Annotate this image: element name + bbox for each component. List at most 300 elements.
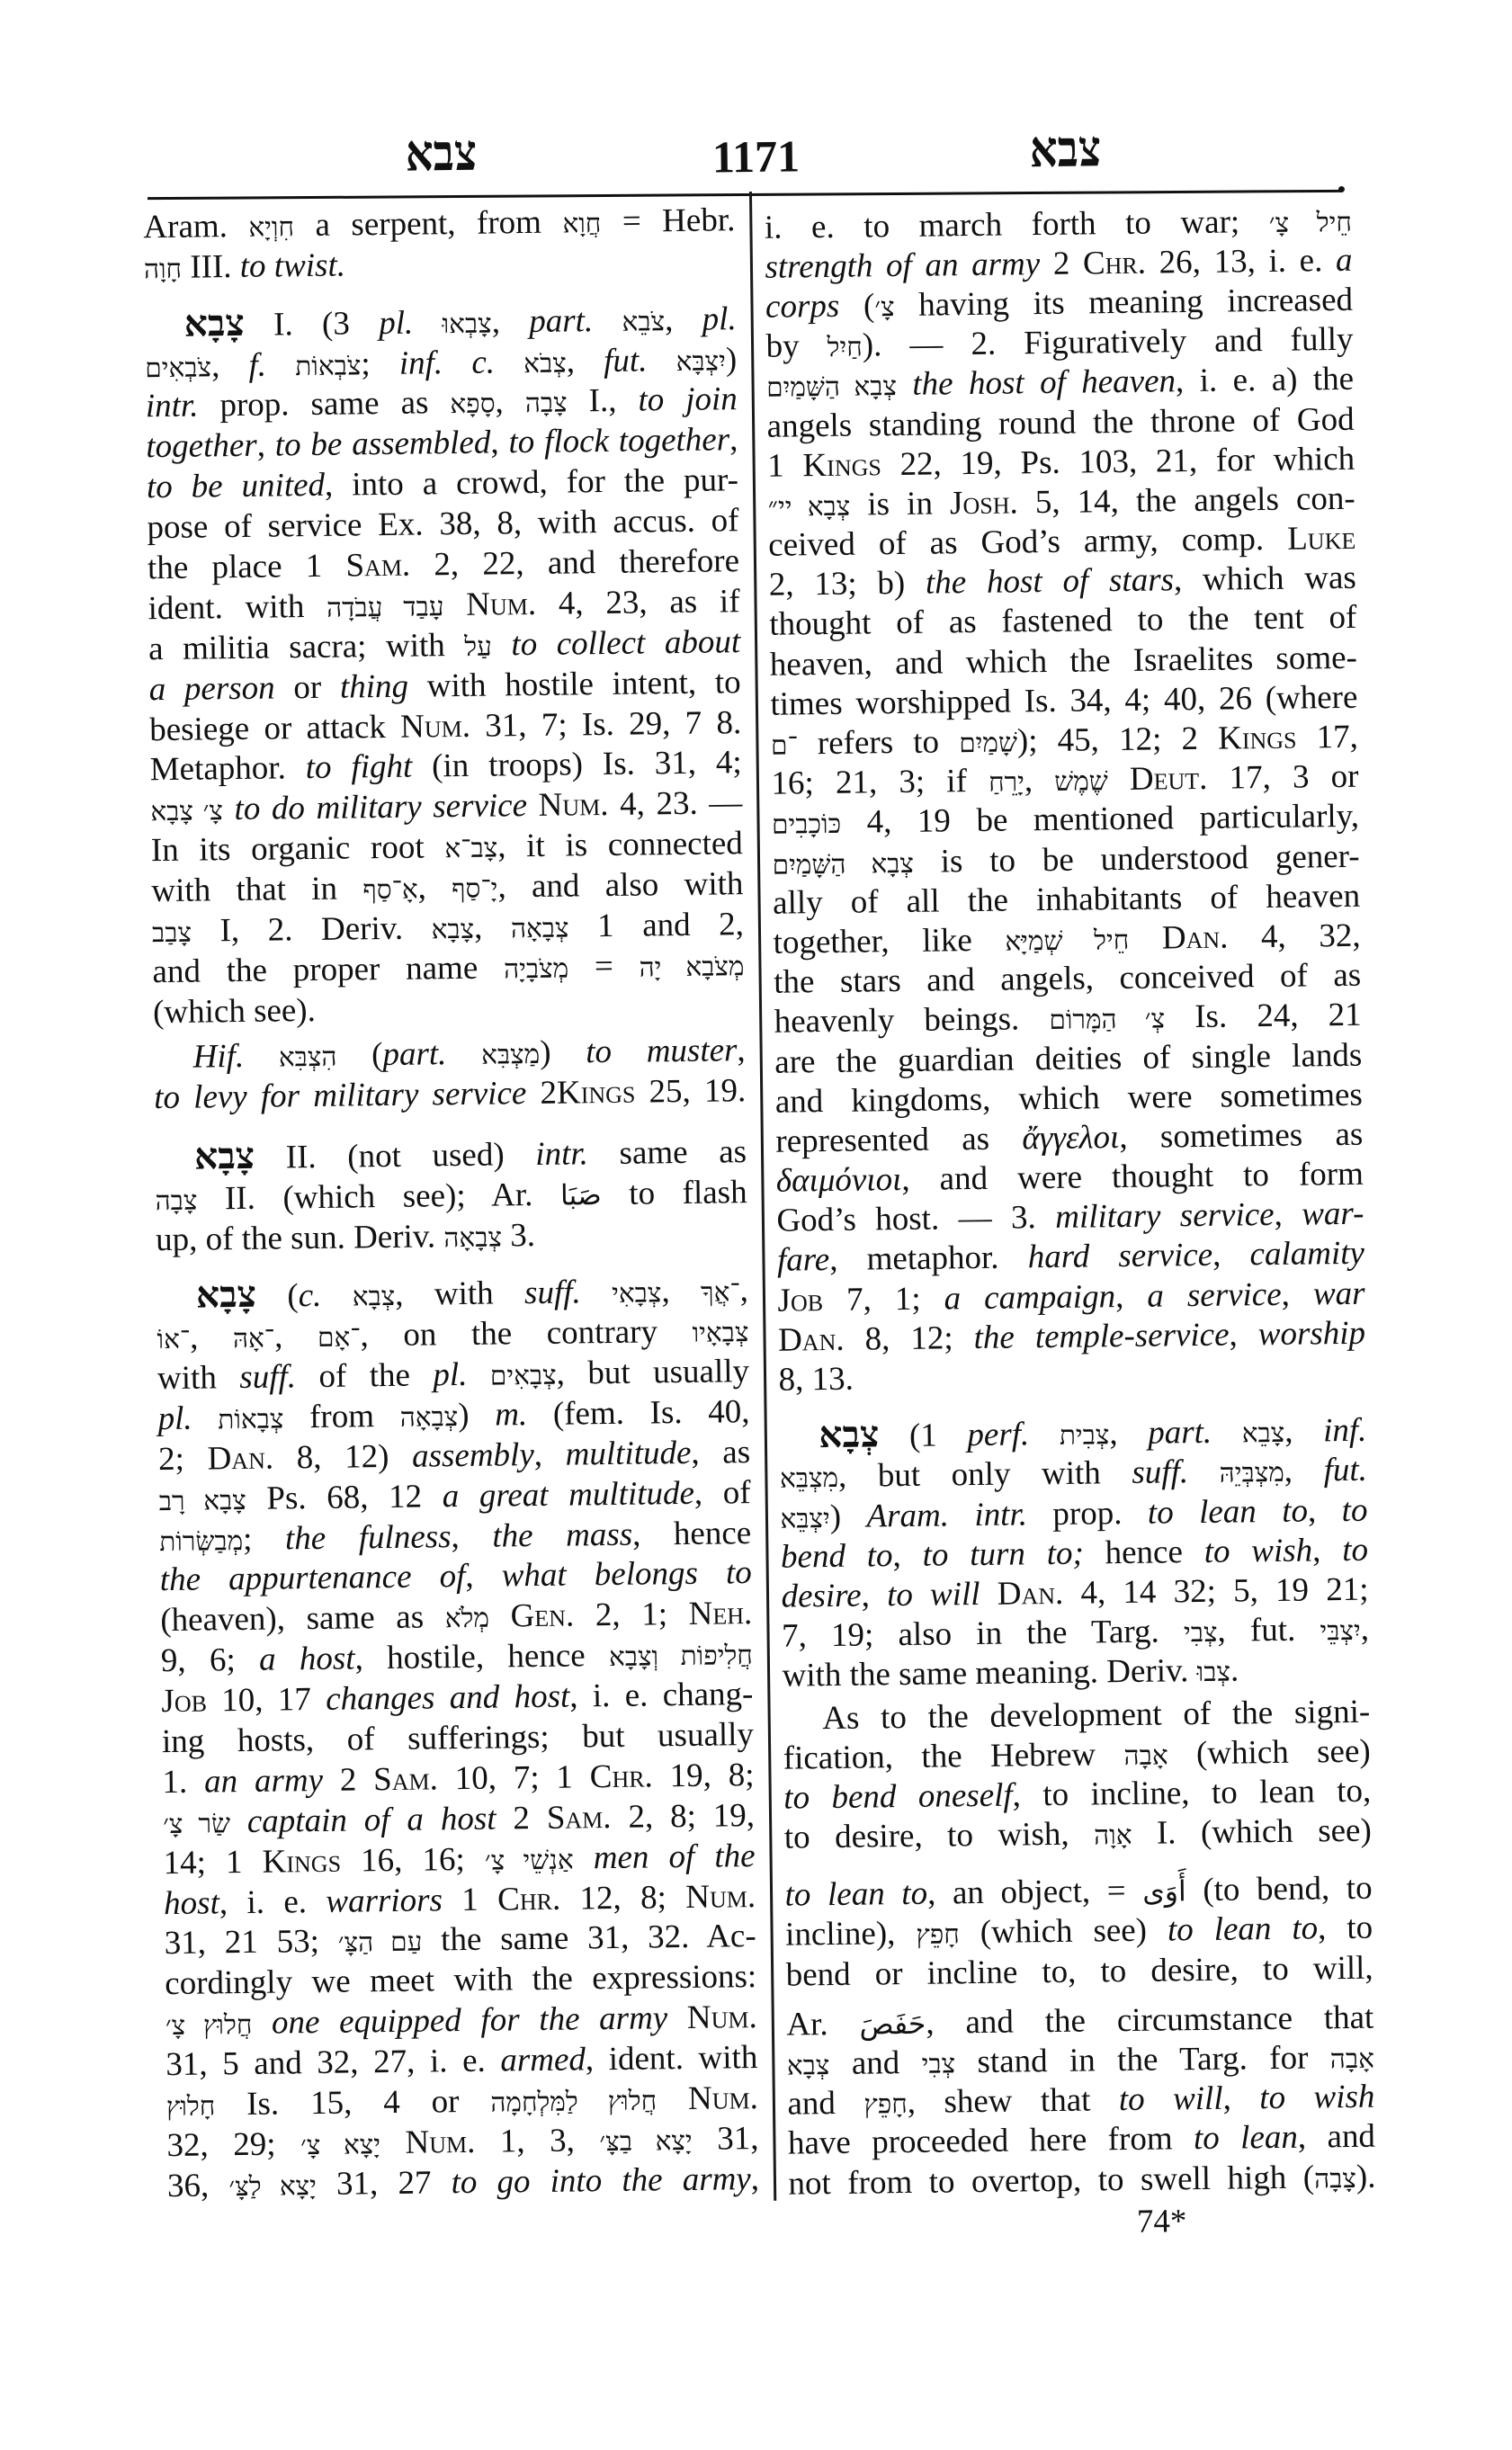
italic-text: to levy for military service xyxy=(153,1074,527,1116)
italic-text: to will xyxy=(1118,2079,1223,2119)
small-caps-reference: Neh. xyxy=(688,1595,753,1633)
text-line xyxy=(151,864,743,912)
hebrew-word: צָבֵא xyxy=(1241,1419,1285,1449)
hebrew-word: ־אָהּ xyxy=(232,1324,275,1355)
text-line xyxy=(144,241,736,289)
text-line xyxy=(163,1796,755,1844)
text-run: Is. 24, 21 xyxy=(1164,997,1362,1036)
hebrew-word: עַם הַצָּ׳ xyxy=(337,1928,423,1959)
small-caps-reference: Num. xyxy=(686,1998,758,2037)
text-run: , but only with xyxy=(837,1454,1132,1496)
text-run xyxy=(266,346,296,383)
text-run: , shew that xyxy=(907,2081,1120,2122)
text-line xyxy=(766,399,1354,446)
italic-text: the mass xyxy=(492,1516,633,1555)
text-run: , an object, = xyxy=(926,1873,1143,1913)
text-run: , xyxy=(1229,1316,1259,1354)
hebrew-word: הִצְבִּא xyxy=(278,1042,337,1073)
text-run xyxy=(495,344,524,380)
greek-word: δαιμόνιοι xyxy=(775,1161,902,1200)
text-line xyxy=(770,638,1357,684)
running-head-right: צבא xyxy=(1028,121,1101,179)
hebrew-word: חָלוּץ xyxy=(166,2092,216,2123)
hebrew-word: עַל xyxy=(464,632,493,662)
italic-text: bend to xyxy=(780,1536,893,1576)
italic-text: captain of a host xyxy=(246,1800,497,1840)
text-run: ( xyxy=(839,287,875,325)
text-run xyxy=(647,342,676,379)
italic-text: a host xyxy=(258,1640,355,1678)
text-run: have proceeded here from xyxy=(787,2120,1194,2163)
text-run: by xyxy=(765,327,828,365)
hebrew-word: צְבָאִי xyxy=(611,1279,662,1310)
hebrew-word: צָבָה xyxy=(155,1186,198,1217)
italic-text: part. xyxy=(382,1034,447,1073)
hebrew-word: חִוְיָא xyxy=(248,213,295,243)
hebrew-word: ־אֲךָ xyxy=(700,1278,740,1308)
text-run: from xyxy=(283,1397,400,1436)
text-run: 14; 1 xyxy=(163,1843,263,1882)
italic-text: thing xyxy=(339,667,409,706)
small-caps-reference: Job xyxy=(777,1281,824,1319)
text-line xyxy=(776,1155,1364,1202)
text-run xyxy=(1029,1416,1060,1453)
small-caps-reference: Dan. xyxy=(777,1320,845,1359)
text-run xyxy=(657,2080,688,2117)
text-line xyxy=(777,1234,1364,1281)
text-run: , xyxy=(533,1435,566,1473)
italic-text: changes and host xyxy=(325,1677,570,1718)
italic-text: the temple-service xyxy=(973,1316,1230,1356)
text-run: , xyxy=(739,1272,749,1310)
text-run: , fut. xyxy=(1217,1611,1320,1650)
text-run: , xyxy=(1311,1531,1343,1569)
text-line xyxy=(779,1411,1366,1458)
italic-text: pl. xyxy=(157,1399,192,1437)
small-caps-reference: Num. xyxy=(399,707,471,746)
hebrew-word: יָצָא לַצָּ׳ xyxy=(228,2171,318,2202)
italic-text: pl. xyxy=(702,300,737,338)
text-run: , to xyxy=(1317,1909,1373,1947)
text-run: 36, xyxy=(166,2166,229,2204)
italic-text: suff. xyxy=(523,1274,582,1312)
text-line xyxy=(782,1610,1369,1657)
hebrew-word: יָרֵחַ xyxy=(988,768,1025,799)
text-run: (heaven), same as xyxy=(160,1598,446,1640)
text-line xyxy=(145,340,737,388)
text-run: 2, 22, and therefore xyxy=(409,542,740,584)
text-run: (which see). xyxy=(152,991,317,1031)
text-run: 2 xyxy=(526,1074,558,1112)
text-line xyxy=(147,501,738,549)
text-run: ). — 2. Figuratively and fully xyxy=(862,320,1354,364)
text-run: cordingly we meet with the expressions: xyxy=(165,1958,757,2003)
text-line xyxy=(783,1772,1371,1819)
text-run: Ar. xyxy=(786,2005,860,2043)
small-caps-reference: Dan. xyxy=(997,1574,1064,1613)
text-line xyxy=(157,1271,748,1319)
text-run: 5, 14, the angels con- xyxy=(1017,479,1355,522)
text-run: , xyxy=(490,424,509,461)
text-run: , xyxy=(210,346,249,384)
text-line xyxy=(781,1530,1368,1577)
text-run: (1 xyxy=(879,1417,968,1455)
hebrew-word: צְבָאוֹת xyxy=(218,1405,284,1435)
italic-text: a campaign xyxy=(944,1277,1116,1318)
text-run: , xyxy=(273,1318,318,1355)
text-run: , and xyxy=(1297,2118,1376,2157)
paragraph-continued xyxy=(143,201,736,289)
text-run: 1 xyxy=(766,447,803,485)
text-line xyxy=(783,1692,1370,1739)
text-run: , xyxy=(1307,1491,1342,1530)
italic-text: an army xyxy=(203,1761,324,1801)
text-line xyxy=(154,1071,746,1119)
text-run: , xyxy=(566,342,604,380)
hebrew-word: מְבַשְּׂרוֹת xyxy=(159,1526,244,1557)
text-run: 19, 8; xyxy=(652,1756,755,1795)
hebrew-word: חֲוָא xyxy=(562,209,602,239)
italic-text: corps xyxy=(765,287,840,326)
text-run: 7, 19; also in the Targ. xyxy=(781,1613,1185,1655)
italic-text: intr. xyxy=(535,1135,589,1174)
hebrew-word: צְבוּ xyxy=(1196,1658,1231,1688)
small-caps-reference: Kings xyxy=(262,1842,342,1881)
text-line xyxy=(772,797,1359,844)
dictionary-entry xyxy=(157,1271,760,2206)
italic-text: to lean to xyxy=(1167,1909,1319,1949)
italic-text: together xyxy=(146,427,257,466)
italic-text: fut. xyxy=(1323,1452,1368,1489)
italic-text: to go into the army xyxy=(451,2159,751,2201)
text-line xyxy=(163,1837,755,1884)
text-line xyxy=(161,1675,753,1722)
italic-text: to twist. xyxy=(239,246,346,285)
text-run: ). xyxy=(1355,2158,1376,2195)
text-run: pose of service Ex. 38, 8, with accus. of xyxy=(147,502,739,547)
hebrew-word: צְבָא הַשָּׁמַיִם xyxy=(765,372,898,404)
text-run: , xyxy=(750,2159,760,2197)
italic-text: to turn to; xyxy=(922,1534,1085,1574)
text-line xyxy=(788,2117,1375,2164)
text-line xyxy=(148,582,739,630)
text-line xyxy=(775,1075,1363,1122)
hebrew-word: צָבַב xyxy=(151,918,192,949)
text-line xyxy=(160,1553,752,1601)
text-line xyxy=(153,1031,745,1078)
text-line xyxy=(165,1957,756,2005)
hebrew-word: צָבָה xyxy=(1313,2164,1357,2195)
text-run: represented as xyxy=(775,1120,1023,1160)
text-run: 31, xyxy=(692,2119,759,2158)
dictionary-entry xyxy=(155,1133,748,1262)
text-run: . xyxy=(1230,1651,1239,1689)
text-run xyxy=(667,1999,687,2036)
text-line xyxy=(158,1473,750,1521)
italic-text: m. xyxy=(494,1395,528,1434)
text-line xyxy=(771,757,1358,804)
text-run: together, like xyxy=(773,921,1006,961)
hebrew-word: מִצְבְּיֵהּ xyxy=(1219,1459,1284,1489)
text-line xyxy=(772,836,1359,883)
hebrew-word: חֵיל צָ׳ xyxy=(1268,208,1353,238)
text-line xyxy=(164,1877,756,1925)
hebrew-word: חָפֵץ xyxy=(916,1920,961,1951)
text-run: , xyxy=(1360,1610,1370,1648)
text-run: 1. xyxy=(162,1763,205,1801)
text-run: , xyxy=(892,1536,923,1574)
text-run xyxy=(443,586,466,623)
small-caps-reference: Dan. xyxy=(207,1439,274,1478)
small-caps-reference: Kings xyxy=(556,1073,636,1112)
hebrew-word: צָ׳ צָבָא xyxy=(150,797,224,827)
hebrew-word: חֲלִיפוֹת וְצָבָא xyxy=(608,1641,754,1673)
italic-text: host xyxy=(163,1883,220,1922)
italic-text: armed xyxy=(500,2041,586,2079)
text-line xyxy=(148,541,739,589)
text-line xyxy=(151,824,743,872)
text-run: , which was xyxy=(1173,559,1357,599)
hebrew-word: ־אָם xyxy=(317,1323,361,1354)
text-run: 17, xyxy=(1296,718,1359,756)
italic-text: the host of heaven xyxy=(912,362,1176,404)
text-line xyxy=(159,1514,751,1561)
small-caps-reference: Sam. xyxy=(345,546,411,585)
text-run: 12, 8; xyxy=(559,1878,686,1918)
text-run: 8, 12; xyxy=(844,1319,974,1358)
text-run: 10, 17 xyxy=(206,1680,327,1720)
text-run: and xyxy=(829,2043,922,2083)
hebrew-word: צְבָאָיו xyxy=(692,1319,749,1348)
text-run xyxy=(380,2124,406,2161)
text-run xyxy=(527,787,539,824)
small-caps-reference: Num. xyxy=(685,1877,756,1916)
small-caps-reference: Kings xyxy=(1217,719,1297,757)
dictionary-subentry xyxy=(153,1031,746,1119)
text-run: times worshipped Is. 34, 4; 40, 26 (where xyxy=(770,678,1358,723)
headword: צָבָא xyxy=(193,1136,255,1178)
text-line xyxy=(781,1570,1368,1617)
text-run: thought of as fastened to the tent of xyxy=(769,599,1357,644)
text-run: heaven, and which the Israelites some- xyxy=(769,639,1358,684)
text-run: 3. xyxy=(501,1217,536,1255)
text-run: 4, 32, xyxy=(1228,917,1361,956)
text-run: a militia sacra; with xyxy=(148,626,465,667)
text-run: 16, 16; xyxy=(340,1840,486,1880)
text-run: , xyxy=(451,1517,493,1555)
text-run: ally of all the inhabitants of heaven xyxy=(772,877,1361,922)
hebrew-word: צְ׳ הַמָּרוֹם xyxy=(1049,1005,1166,1036)
greek-word: ἄγγελοι xyxy=(1022,1118,1120,1158)
text-run: , xyxy=(729,421,738,459)
hebrew-word: שֶׁמֶשׁ xyxy=(1054,767,1108,798)
hebrew-word: שָׁמַיִם xyxy=(959,729,1018,759)
small-caps-reference: Sam. xyxy=(546,1798,612,1837)
text-run: , xyxy=(861,1577,888,1614)
text-run: 31, 27 xyxy=(316,2163,452,2203)
text-line xyxy=(780,1451,1367,1498)
hebrew-word: חֵיל שְׁמַיָּא xyxy=(1005,925,1130,957)
text-run: and kingdoms, which were sometimes xyxy=(774,1076,1364,1121)
text-run xyxy=(492,626,512,663)
text-run: 8, 13. xyxy=(778,1360,854,1399)
text-run: 2 xyxy=(496,1799,548,1838)
text-run: , ident. with xyxy=(585,2039,758,2079)
hebrew-word: אָ־סַף xyxy=(362,875,418,906)
text-run xyxy=(467,1356,490,1393)
text-run: , xyxy=(473,908,512,946)
text-line xyxy=(765,201,1352,247)
text-run: refers to xyxy=(797,723,960,763)
hebrew-word: חֲלוּץ לַמִּלְחָמָה xyxy=(490,2087,658,2118)
hebrew-word: צְבָא xyxy=(786,2052,830,2081)
text-run xyxy=(192,1399,218,1436)
italic-text: desire xyxy=(781,1577,862,1615)
text-line xyxy=(155,1173,747,1221)
hebrew-word: צְבָאָה xyxy=(510,914,569,944)
header-rule xyxy=(148,190,1342,200)
italic-text: fut. xyxy=(603,341,648,380)
italic-text: intr. xyxy=(145,387,199,425)
text-line xyxy=(162,1756,754,1803)
text-run: 1 xyxy=(442,1881,498,1918)
arabic-word: حَفَصَ xyxy=(859,2007,926,2042)
text-run: of the xyxy=(295,1356,434,1396)
text-run: Is. 15, 4 or xyxy=(215,2082,491,2124)
hebrew-word: יָ־סַף xyxy=(452,874,498,905)
hebrew-word: אַנְשֵׁי צָ׳ xyxy=(484,1846,574,1876)
text-run xyxy=(1212,1414,1242,1451)
italic-text: assembly xyxy=(411,1435,534,1475)
text-line xyxy=(776,1194,1364,1241)
italic-text: Hif. xyxy=(192,1037,245,1076)
text-run xyxy=(413,304,443,341)
text-run: 2, 8; 19, xyxy=(611,1796,756,1836)
text-run: , i. e. a) the xyxy=(1175,361,1355,400)
italic-text: to wish xyxy=(1203,1532,1313,1570)
hebrew-word: חָוָה xyxy=(143,255,183,285)
text-line xyxy=(786,1998,1373,2045)
text-line xyxy=(167,2159,759,2207)
text-run: heavenly beings. xyxy=(774,1000,1050,1042)
hebrew-word: צְבֹא xyxy=(523,349,567,379)
hebrew-word: אָבָה xyxy=(1329,2044,1375,2075)
text-run: , xyxy=(1109,1414,1149,1453)
small-caps-reference: Sam. xyxy=(372,1760,439,1799)
text-run: 2; xyxy=(157,1440,208,1478)
italic-text: worship xyxy=(1257,1314,1366,1354)
text-line xyxy=(146,421,738,469)
text-line xyxy=(769,598,1356,645)
text-run: a serpent, from xyxy=(293,203,563,245)
text-run: , and the circumstance that xyxy=(926,1998,1374,2042)
text-line xyxy=(771,718,1358,765)
hebrew-word: צָבָא xyxy=(431,915,475,945)
hebrew-word: צֹבְאִים xyxy=(145,353,212,383)
text-run: I. (3 xyxy=(244,304,380,344)
text-run: 1 and 2, xyxy=(568,906,745,945)
italic-text: to bend oneself xyxy=(783,1776,1013,1817)
hebrew-word: צְבָאָה xyxy=(443,1223,503,1254)
text-run: 17, 3 or xyxy=(1207,757,1359,798)
text-run: 2, 13; b) xyxy=(768,564,926,604)
hebrew-word: אָוָה xyxy=(1093,1821,1132,1851)
hebrew-word: צָבְאוּ xyxy=(442,309,492,339)
italic-text: to xyxy=(1341,1491,1368,1529)
column-left xyxy=(143,201,759,2207)
text-line xyxy=(149,703,741,751)
text-line xyxy=(784,1811,1372,1858)
text-line xyxy=(150,784,742,832)
text-run: is in xyxy=(850,485,951,523)
text-run: 31, 21 53; xyxy=(164,1923,339,1963)
small-caps-reference: Chr. xyxy=(497,1880,561,1918)
italic-text: to be assembled xyxy=(274,424,491,464)
hebrew-word: יִצְבָּא xyxy=(675,346,727,377)
text-run: fication, the Hebrew xyxy=(783,1735,1124,1777)
hebrew-word: חֲלוּץ צָ׳ xyxy=(165,2011,253,2042)
text-run: , of xyxy=(693,1473,751,1512)
text-line xyxy=(144,300,736,347)
text-run: having its meaning increased xyxy=(894,281,1354,325)
text-line xyxy=(784,1869,1372,1916)
text-run: , xyxy=(1281,1275,1314,1313)
text-run: with xyxy=(157,1358,240,1398)
text-line xyxy=(152,905,744,952)
text-run: , xyxy=(495,383,526,421)
dictionary-entry xyxy=(779,1411,1370,1696)
italic-text: what belongs to xyxy=(501,1554,752,1595)
text-run: , xyxy=(465,1557,502,1596)
text-run: to desire, to wish, xyxy=(783,1815,1095,1856)
hebrew-word: צָבָא רָב xyxy=(158,1486,246,1516)
italic-text: to be united xyxy=(146,467,326,506)
hebrew-word: צֹבְאוֹת xyxy=(295,351,362,381)
text-run: , as xyxy=(691,1433,751,1471)
italic-text: the appurtenance of xyxy=(159,1558,466,1599)
text-run: stand in the Targ. for xyxy=(954,2039,1331,2081)
text-run: 31, 7; Is. 29, 7 8. xyxy=(470,703,742,745)
text-line xyxy=(785,1948,1373,1995)
small-caps-reference: Num. xyxy=(405,2123,476,2161)
hebrew-word: מְלֹא xyxy=(444,1604,490,1634)
italic-text: calamity xyxy=(1249,1235,1365,1274)
text-run xyxy=(244,1037,279,1074)
italic-text: war xyxy=(1312,1274,1365,1313)
italic-text: Aram. intr. xyxy=(866,1495,1028,1535)
text-run: is to be understood gener- xyxy=(913,837,1360,881)
text-run xyxy=(321,1277,353,1314)
small-caps-reference: Num. xyxy=(465,585,537,623)
text-run: ; xyxy=(242,1519,286,1558)
text-run: ing hosts, of sufferings; but usually xyxy=(161,1716,755,1761)
text-run: ceived of as God’s army, comp. xyxy=(768,520,1288,564)
italic-text: to join xyxy=(638,380,738,419)
text-run: 1, 3, xyxy=(475,2122,600,2160)
hebrew-word: צְבָא הַשָּׁמַיִם xyxy=(772,849,915,881)
text-run: , xyxy=(1114,1277,1148,1315)
text-line xyxy=(147,460,738,508)
small-caps-reference: Gen. xyxy=(510,1596,575,1635)
text-run: with hostile intent, to xyxy=(407,663,741,705)
text-run: ) xyxy=(725,340,738,378)
italic-text: to collect about xyxy=(511,622,741,664)
text-run: , xyxy=(189,1319,234,1356)
text-line xyxy=(157,1392,749,1440)
text-run: bend or incline to, to desire, to will, xyxy=(785,1949,1373,1994)
small-caps-reference: Num. xyxy=(687,2079,759,2117)
text-line xyxy=(787,2038,1374,2085)
